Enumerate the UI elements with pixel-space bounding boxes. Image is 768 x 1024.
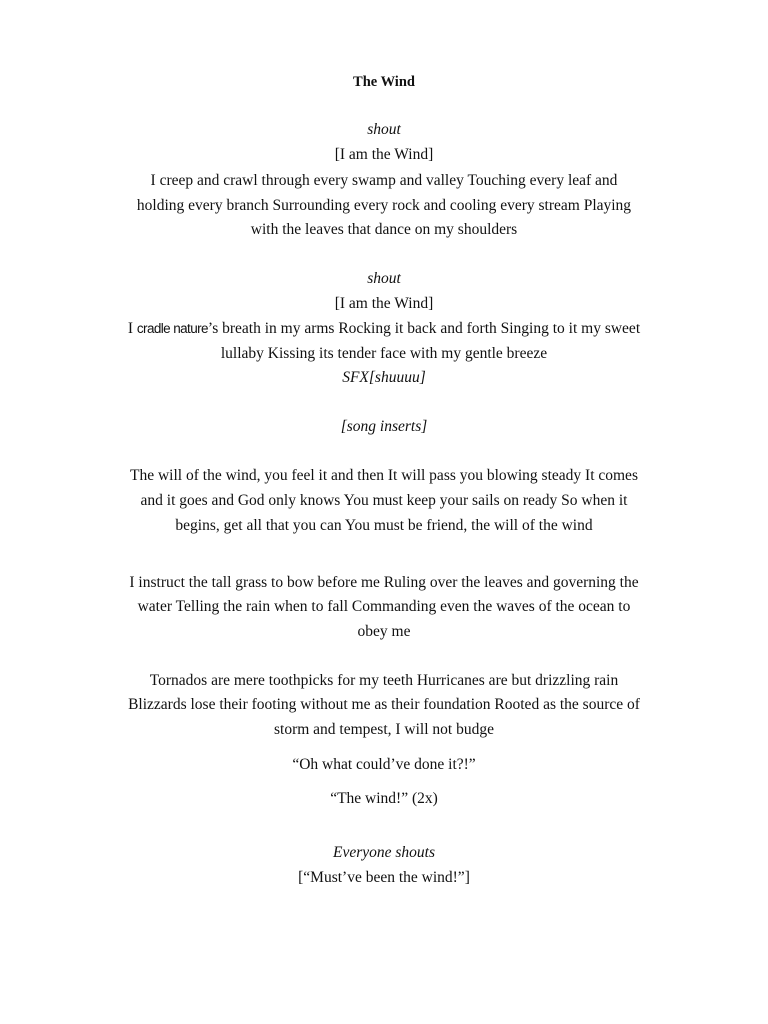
verse-line: Blizzards lose their footing without me as their foundation Rooted as the source of <box>128 696 640 713</box>
verse-line: lullaby Kissing its tender face with my gentle breeze <box>220 345 548 362</box>
verse-highlight: cradle nature <box>136 321 208 336</box>
song-line: and it goes and God only knows You must keep your sails on ready So when it <box>140 492 628 509</box>
document-title: The Wind <box>353 74 415 90</box>
verse-line: holding every branch Surrounding every rock and cooling every stream Playing <box>136 197 632 214</box>
verse-line: I creep and crawl through every swamp and valley Touching every leaf and <box>150 172 618 189</box>
final-line: [“Must’ve been the wind!”] <box>298 869 470 886</box>
verse-line: Tornados are mere toothpicks for my teeth Hurricanes are but drizzling rain <box>149 672 619 689</box>
cue-line: [I am the Wind] <box>334 295 434 312</box>
verse-line: storm and tempest, I will not budge <box>274 721 494 738</box>
song-line: The will of the wind, you feel it and then It will pass you blowing steady It comes <box>130 467 638 484</box>
stage-direction: Everyone shouts <box>332 844 435 861</box>
stage-direction: shout <box>367 270 401 287</box>
sfx-line: SFX[shuuuu] <box>342 369 426 386</box>
cue-line: [I am the Wind] <box>334 146 434 163</box>
verse-suffix: ’s breath in my arms Rocking it back and forth Singing to it my sweet <box>207 320 641 337</box>
song-line: begins, get all that you can You must be friend, the will of the wind <box>175 517 593 534</box>
verse-line: obey me <box>357 623 411 640</box>
stage-direction: shout <box>367 121 401 138</box>
verse-line: I instruct the tall grass to bow before me Ruling over the leaves and governing the <box>129 574 639 591</box>
song-insert-direction: [song inserts] <box>340 418 428 435</box>
verse-line: water Telling the rain when to fall Commanding even the waves of the ocean to <box>137 598 631 615</box>
quote-line: “The wind!” (2x) <box>330 790 438 807</box>
quote-line: “Oh what could’ve done it?!” <box>292 756 476 773</box>
verse-line <box>80 317 688 342</box>
verse-line: with the leaves that dance on my shoulders <box>250 221 518 238</box>
verse-prefix: I <box>127 320 137 337</box>
